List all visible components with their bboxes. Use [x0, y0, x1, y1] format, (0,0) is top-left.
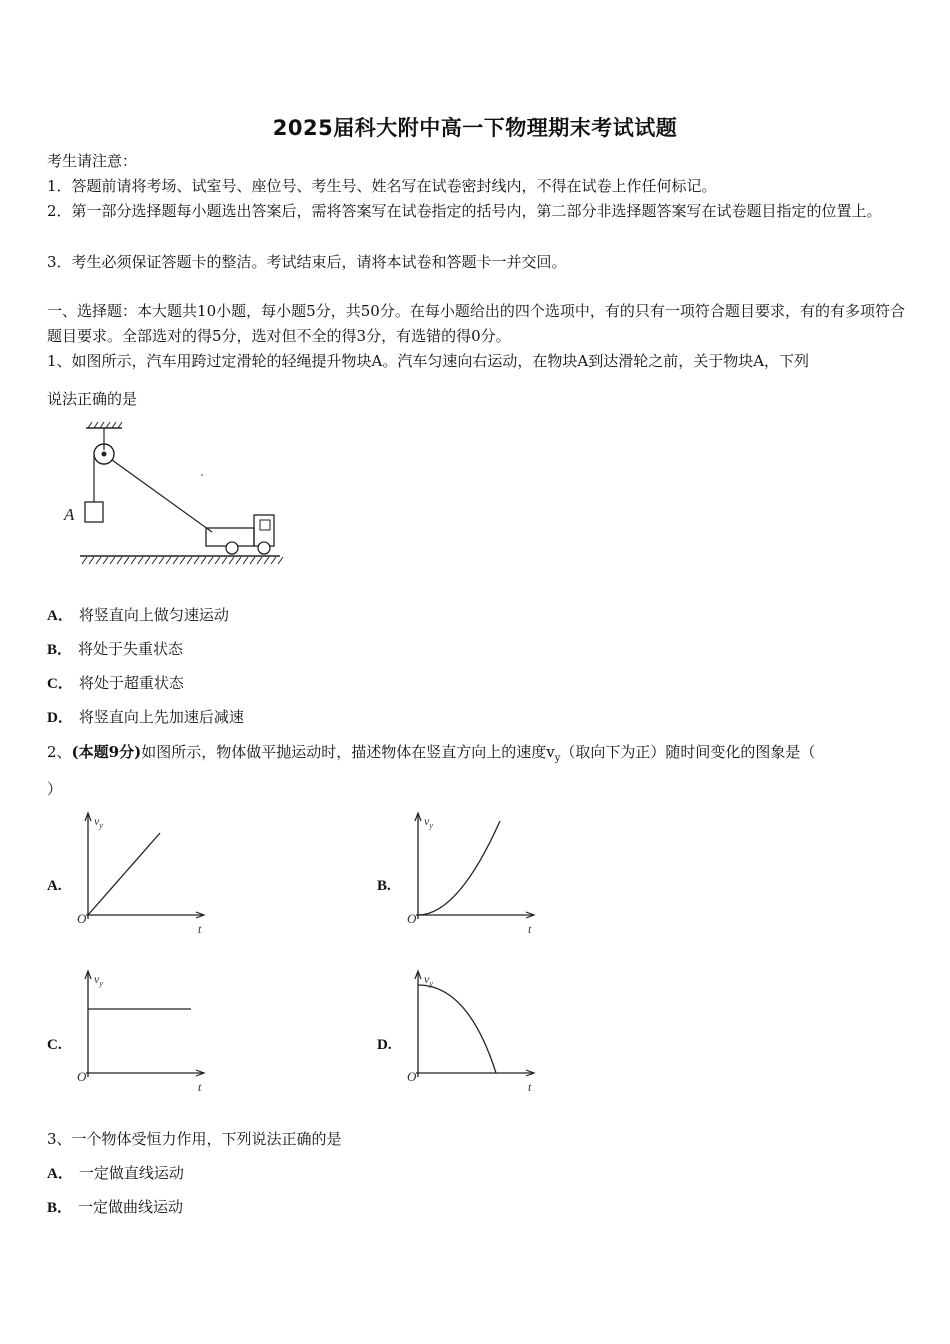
- x-axis-label: t: [528, 922, 532, 936]
- q1-pulley-truck-figure: [58, 420, 288, 570]
- q2-graph-b: [402, 805, 542, 940]
- vt-curve: [418, 821, 500, 915]
- vt-curve: [418, 985, 496, 1073]
- q1-stem-line1: 1、如图所示，汽车用跨过定滑轮的轻绳提升物块A。汽车匀速向右运动，在物块A到达滑轮之前，关于物块A，下列: [47, 352, 810, 370]
- origin-label: O: [407, 1069, 417, 1084]
- q1-option-a: A． 将竖直向上做匀速运动: [47, 606, 229, 624]
- q2-graph-d: [402, 963, 542, 1098]
- q2-option-b-label: B.: [377, 878, 391, 894]
- q2-option-a-label: A.: [47, 878, 62, 894]
- page-title: 2025届科大附中高一下物理期末考试试题: [272, 116, 678, 140]
- q3-option-a: A． 一定做直线运动: [47, 1164, 184, 1182]
- block-a-label: A: [64, 505, 75, 524]
- q1-stem-line2: 说法正确的是: [47, 390, 138, 408]
- origin-label: O: [77, 911, 87, 926]
- origin-label: O: [407, 911, 417, 926]
- q3-option-b: B． 一定做曲线运动: [47, 1198, 184, 1216]
- vt-curve: [88, 833, 160, 915]
- q2-stem-line1: 2、(本题9分)如图所示，物体做平抛运动时，描述物体在竖直方向上的速度$v_y$（取向下为正）随时间变化的图象是（: [47, 743, 816, 764]
- q2-graph-c: [72, 963, 212, 1098]
- q2-graph-a: [72, 805, 212, 940]
- y-axis-label: $v_y$: [94, 972, 103, 988]
- y-axis-label: $v_y$: [94, 814, 103, 830]
- x-axis-label: t: [528, 1080, 532, 1094]
- q2-stem-line2: ）: [47, 780, 63, 798]
- x-axis-label: t: [198, 1080, 202, 1094]
- q3-stem: 3、一个物体受恒力作用，下列说法正确的是: [47, 1130, 342, 1148]
- notice-heading: 考生请注意：: [47, 152, 138, 170]
- notice-item-1: 1．答题前请将考场、试室号、座位号、考生号、姓名写在试卷密封线内，不得在试卷上作任何标记。: [47, 177, 717, 195]
- block-a: [85, 502, 103, 522]
- q1-option-c: C． 将处于超重状态: [47, 674, 184, 692]
- notice-item-2: 2．第一部分选择题每小题选出答案后，需将答案写在试卷指定的括号内，第二部分非选择题答案写在试卷题目指定的位置上。: [47, 202, 882, 220]
- notice-item-3: 3．考生必须保证答题卡的整洁。考试结束后，请将本试卷和答题卡一并交回。: [47, 253, 567, 271]
- q2-option-c-label: C.: [47, 1037, 62, 1053]
- y-axis-label: $v_y$: [424, 972, 433, 988]
- x-axis-label: t: [198, 922, 202, 936]
- section-1-instructions: 一、选择题：本大题共10小题，每小题5分，共50分。在每小题给出的四个选项中，有的只有一项符合题目要求，有的有多项符合题目要求。全部选对的得5分，选对但不全的得3分，有选错的得0分。: [47, 302, 905, 345]
- q1-option-b: B． 将处于失重状态: [47, 640, 184, 658]
- y-axis-label: $v_y$: [424, 814, 433, 830]
- q2-option-d-label: D.: [377, 1037, 392, 1053]
- q1-option-d: D． 将竖直向上先加速后减速: [47, 708, 244, 726]
- origin-label: O: [77, 1069, 87, 1084]
